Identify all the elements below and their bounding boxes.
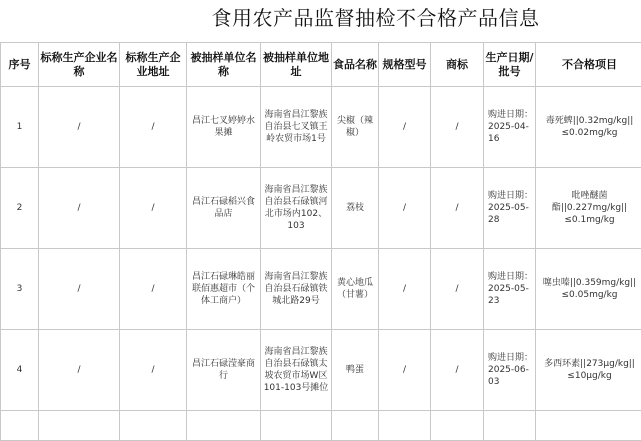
cell-food: 尖椒（辣椒） bbox=[332, 87, 379, 168]
table-row bbox=[1, 330, 641, 411]
cell-date: 购进日期：2025-05-23 bbox=[484, 249, 536, 330]
header-date: 生产日期/批号 bbox=[484, 43, 536, 87]
cell-brand: / bbox=[431, 330, 484, 411]
header-no: 序号 bbox=[1, 43, 39, 87]
header-unit-name: 被抽样单位名称 bbox=[187, 43, 261, 87]
header-food: 食品名称 bbox=[332, 43, 379, 87]
cell-mfr-name: / bbox=[39, 249, 120, 330]
cell-date: 购进日期：2025-06-03 bbox=[484, 330, 536, 411]
cell-spec: / bbox=[379, 249, 431, 330]
header-brand: 商标 bbox=[431, 43, 484, 87]
cell-food: 黄心地瓜（甘薯） bbox=[332, 249, 379, 330]
cell-unit-addr: 海南省昌江黎族自治县石碌镇铁城北路29号 bbox=[261, 249, 332, 330]
table-row-empty bbox=[1, 411, 641, 441]
cell-mfr-addr: / bbox=[120, 168, 187, 249]
cell-item: 吡唑醚菌酯||0.227mg/kg||≤0.1mg/kg bbox=[536, 168, 641, 249]
cell-unit-name: 昌江石碌琳皓丽联佰惠超市（个体工商户） bbox=[187, 249, 261, 330]
table-row bbox=[1, 87, 641, 168]
cell-date: 购进日期：2025-05-28 bbox=[484, 168, 536, 249]
cell-mfr-addr: / bbox=[120, 87, 187, 168]
cell-mfr-name: / bbox=[39, 330, 120, 411]
cell-food: 荔枝 bbox=[332, 168, 379, 249]
cell-item: 噻虫嗪||0.359mg/kg||≤0.05mg/kg bbox=[536, 249, 641, 330]
cell-no: 1 bbox=[1, 87, 39, 168]
table-row bbox=[1, 168, 641, 249]
header-mfr-name: 标称生产企业名称 bbox=[39, 43, 120, 87]
page-title: 食用农产品监督抽检不合格产品信息 bbox=[0, 0, 641, 32]
cell-mfr-name: / bbox=[39, 87, 120, 168]
cell-brand: / bbox=[431, 249, 484, 330]
cell-spec: / bbox=[379, 87, 431, 168]
cell-unit-addr: 海南省昌江黎族自治县七叉镇王岭农贸市场1号 bbox=[261, 87, 332, 168]
cell-unit-name: 昌江石碌稻兴食品店 bbox=[187, 168, 261, 249]
cell-no: 4 bbox=[1, 330, 39, 411]
table-header-row bbox=[1, 43, 641, 87]
cell-mfr-name: / bbox=[39, 168, 120, 249]
cell-unit-addr: 海南省昌江黎族自治县石碌镇河北市场内102、103 bbox=[261, 168, 332, 249]
cell-date: 购进日期：2025-04-16 bbox=[484, 87, 536, 168]
cell-food: 鸭蛋 bbox=[332, 330, 379, 411]
cell-unit-name: 昌江七叉婷婷水果摊 bbox=[187, 87, 261, 168]
cell-unit-name: 昌江石碌滢豪商行 bbox=[187, 330, 261, 411]
disqualified-products-table bbox=[0, 42, 641, 441]
table-row bbox=[1, 249, 641, 330]
cell-no: 3 bbox=[1, 249, 39, 330]
cell-no: 2 bbox=[1, 168, 39, 249]
cell-mfr-addr: / bbox=[120, 249, 187, 330]
header-unit-addr: 被抽样单位地址 bbox=[261, 43, 332, 87]
cell-item: 多西环素||273μg/kg||≤10μg/kg bbox=[536, 330, 641, 411]
cell-spec: / bbox=[379, 330, 431, 411]
cell-brand: / bbox=[431, 87, 484, 168]
header-spec: 规格型号 bbox=[379, 43, 431, 87]
cell-mfr-addr: / bbox=[120, 330, 187, 411]
cell-item: 毒死蜱||0.32mg/kg||≤0.02mg/kg bbox=[536, 87, 641, 168]
cell-unit-addr: 海南省昌江黎族自治县石碌镇太坡农贸市场W区101-103号摊位 bbox=[261, 330, 332, 411]
header-item: 不合格项目 bbox=[536, 43, 641, 87]
cell-spec: / bbox=[379, 168, 431, 249]
header-mfr-addr: 标称生产企业地址 bbox=[120, 43, 187, 87]
cell-brand: / bbox=[431, 168, 484, 249]
